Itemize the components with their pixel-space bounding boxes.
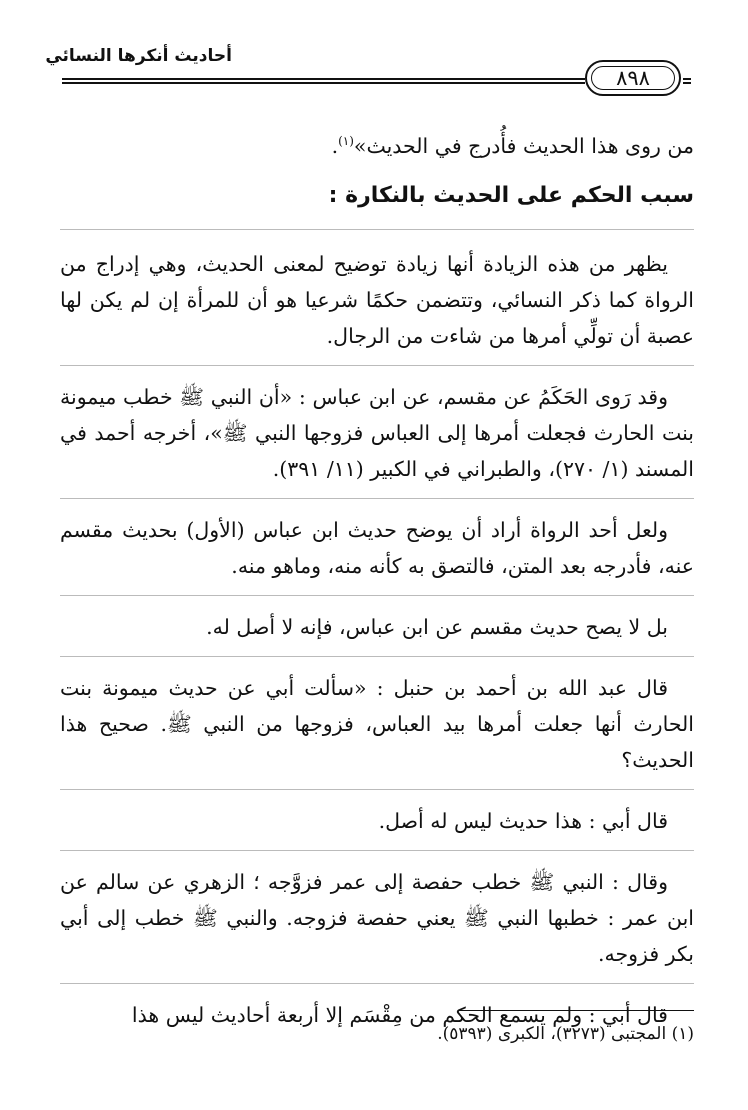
paragraph-divider bbox=[60, 850, 694, 851]
footnote-rule bbox=[458, 1010, 694, 1011]
footnote-marker[interactable]: (١) bbox=[338, 134, 354, 149]
paragraph-text-end: . bbox=[331, 134, 339, 158]
paragraph-divider bbox=[60, 789, 694, 790]
page-number-frame bbox=[585, 60, 681, 96]
paragraph-divider bbox=[60, 498, 694, 499]
running-header-title: أحاديث أنكرها النسائي bbox=[45, 46, 232, 66]
paragraph: قال أبي : هذا حديث ليس له أصل. bbox=[378, 809, 668, 833]
paragraph-divider bbox=[60, 983, 694, 984]
paragraph: ولعل أحد الرواة أراد أن يوضح حديث ابن عباس (الأول) بحديث مقسم عنه، فأدرجه بعد المتن، فالتصق به كأنه منه، وماهو منه. bbox=[60, 518, 694, 578]
main-text bbox=[60, 128, 694, 1046]
page-number: ٨٩٨ bbox=[591, 66, 675, 90]
paragraph: بل لا يصح حديث مقسم عن ابن عباس، فإنه لا أصل له. bbox=[206, 615, 668, 639]
paragraph-divider bbox=[60, 365, 694, 366]
paragraph-divider bbox=[60, 656, 694, 657]
section-heading: سبب الحكم على الحديث بالنكارة : bbox=[60, 177, 694, 230]
header-rule bbox=[62, 78, 585, 84]
paragraph: وقال : النبي ﷺ خطب حفصة إلى عمر فزوَّجه ؛ الزهري عن سالم عن ابن عمر : خطبها النبي ﷺ يعني حفصة فزوجه. والنبي ﷺ خطب إلى أبي بكر فزوجه. bbox=[60, 870, 694, 966]
footnote: (١) المجتبى (٣٢٧٣)، الكبرى (٥٣٩٣). bbox=[437, 1024, 694, 1044]
paragraph-divider bbox=[60, 595, 694, 596]
paragraph-continuation bbox=[60, 128, 694, 164]
paragraph-text: من روى هذا الحديث فأُدرج في الحديث» bbox=[353, 134, 694, 158]
paragraph: وقد رَوى الحَكَمُ عن مقسم، عن ابن عباس : «أن النبي ﷺ خطب ميمونة بنت الحارث فجعلت أمرها إلى العباس فزوجها النبي ﷺ»، أخرجه أحمد في المسند (١/ ٢٧٠)، والطبراني في الكبير (١١/ ٣٩١). bbox=[60, 385, 694, 481]
paragraph: قال أبي : ولم يسمع الحكم من مِقْسَم إلا أربعة أحاديث ليس هذا bbox=[131, 1003, 668, 1027]
header-rule-end bbox=[683, 78, 691, 84]
paragraph: يظهر من هذه الزيادة أنها زيادة توضيح لمعنى الحديث، وهي إدراج من الرواة كما ذكر النسائي، وتتضمن حكمًا شرعيا هو أن للمرأة إن لم يكن لها عصبة أن تولِّي أمرها من شاءت من الرجال. bbox=[60, 252, 694, 348]
paragraph: قال عبد الله بن أحمد بن حنبل : «سألت أبي عن حديث ميمونة بنت الحارث أنها جعلت أمرها بيد العباس، فزوجها من النبي ﷺ. صحيح هذا الحديث؟ bbox=[60, 676, 694, 772]
